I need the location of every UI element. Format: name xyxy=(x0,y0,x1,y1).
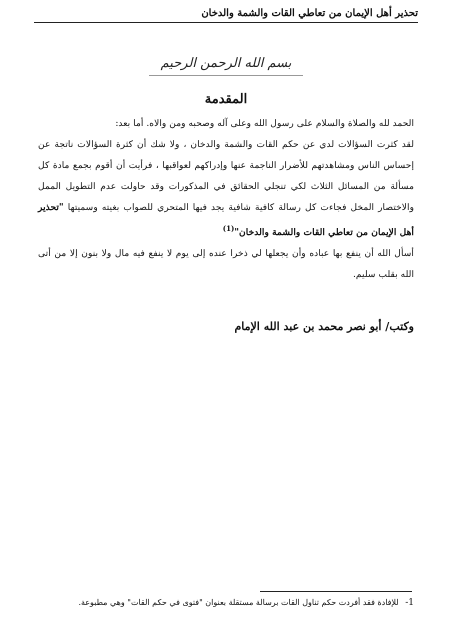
book-title: "تحذير أهل الإيمان من تعاطي القات والشمة والدخان" xyxy=(38,202,414,239)
footnote-number: 1- xyxy=(405,598,414,608)
footnote-separator xyxy=(260,591,412,592)
author-signature: وكتب/ أبو نصر محمد بن عبد الله الإمام xyxy=(234,320,414,333)
footnote-reference: (1) xyxy=(222,224,235,233)
section-title: المقدمة xyxy=(204,92,248,107)
basmala-calligraphy xyxy=(0,52,452,76)
footnote-text: للإفادة فقد أفردت حكم تناول القات برسالة مستقلة بعنوان "فتوى في حكم القات" وهي مطبوعة. xyxy=(78,598,399,607)
basmala-text: بسم الله الرحمن الرحيم xyxy=(149,52,304,76)
running-header: تحذير أهل الإيمان من تعاطي القات والشمة والدخان xyxy=(34,8,418,23)
paragraph-opening: الحمد لله والصلاة والسلام على رسول الله وعلى آله وصحبه ومن والاه. أما بعد: xyxy=(115,118,414,129)
paragraph-main-text: لقد كثرت السؤالات لدي عن حكم القات والشمة والدخان ، ولا شك أن كثرة السؤالات ناتجة عن إحساس الناس ومشاهدتهم للأضرار الناجمة عنها وإدراكهم لعواقبها ، فرأيت أن أقوم بجمع مادة كل مسألة من المسائل الثلاث لكي تنجلي الحقائق في المذكورات وقد حاولت عدم التطويل الممل والاختصار المخل فجاءت كل رسالة كافية شافية يجد فيها المتحري للصواب بغيته وسميتها xyxy=(38,139,415,213)
body-text xyxy=(38,113,414,285)
paragraph-closing: أسأل الله أن ينفع بها عباده وأن يجعلها لي ذخرا عنده إلى يوم لا ينفع فيه مال ولا بنون إلا من أتى الله بقلب سليم. xyxy=(38,248,414,281)
paragraph-main xyxy=(38,134,414,243)
footnote xyxy=(38,598,414,608)
